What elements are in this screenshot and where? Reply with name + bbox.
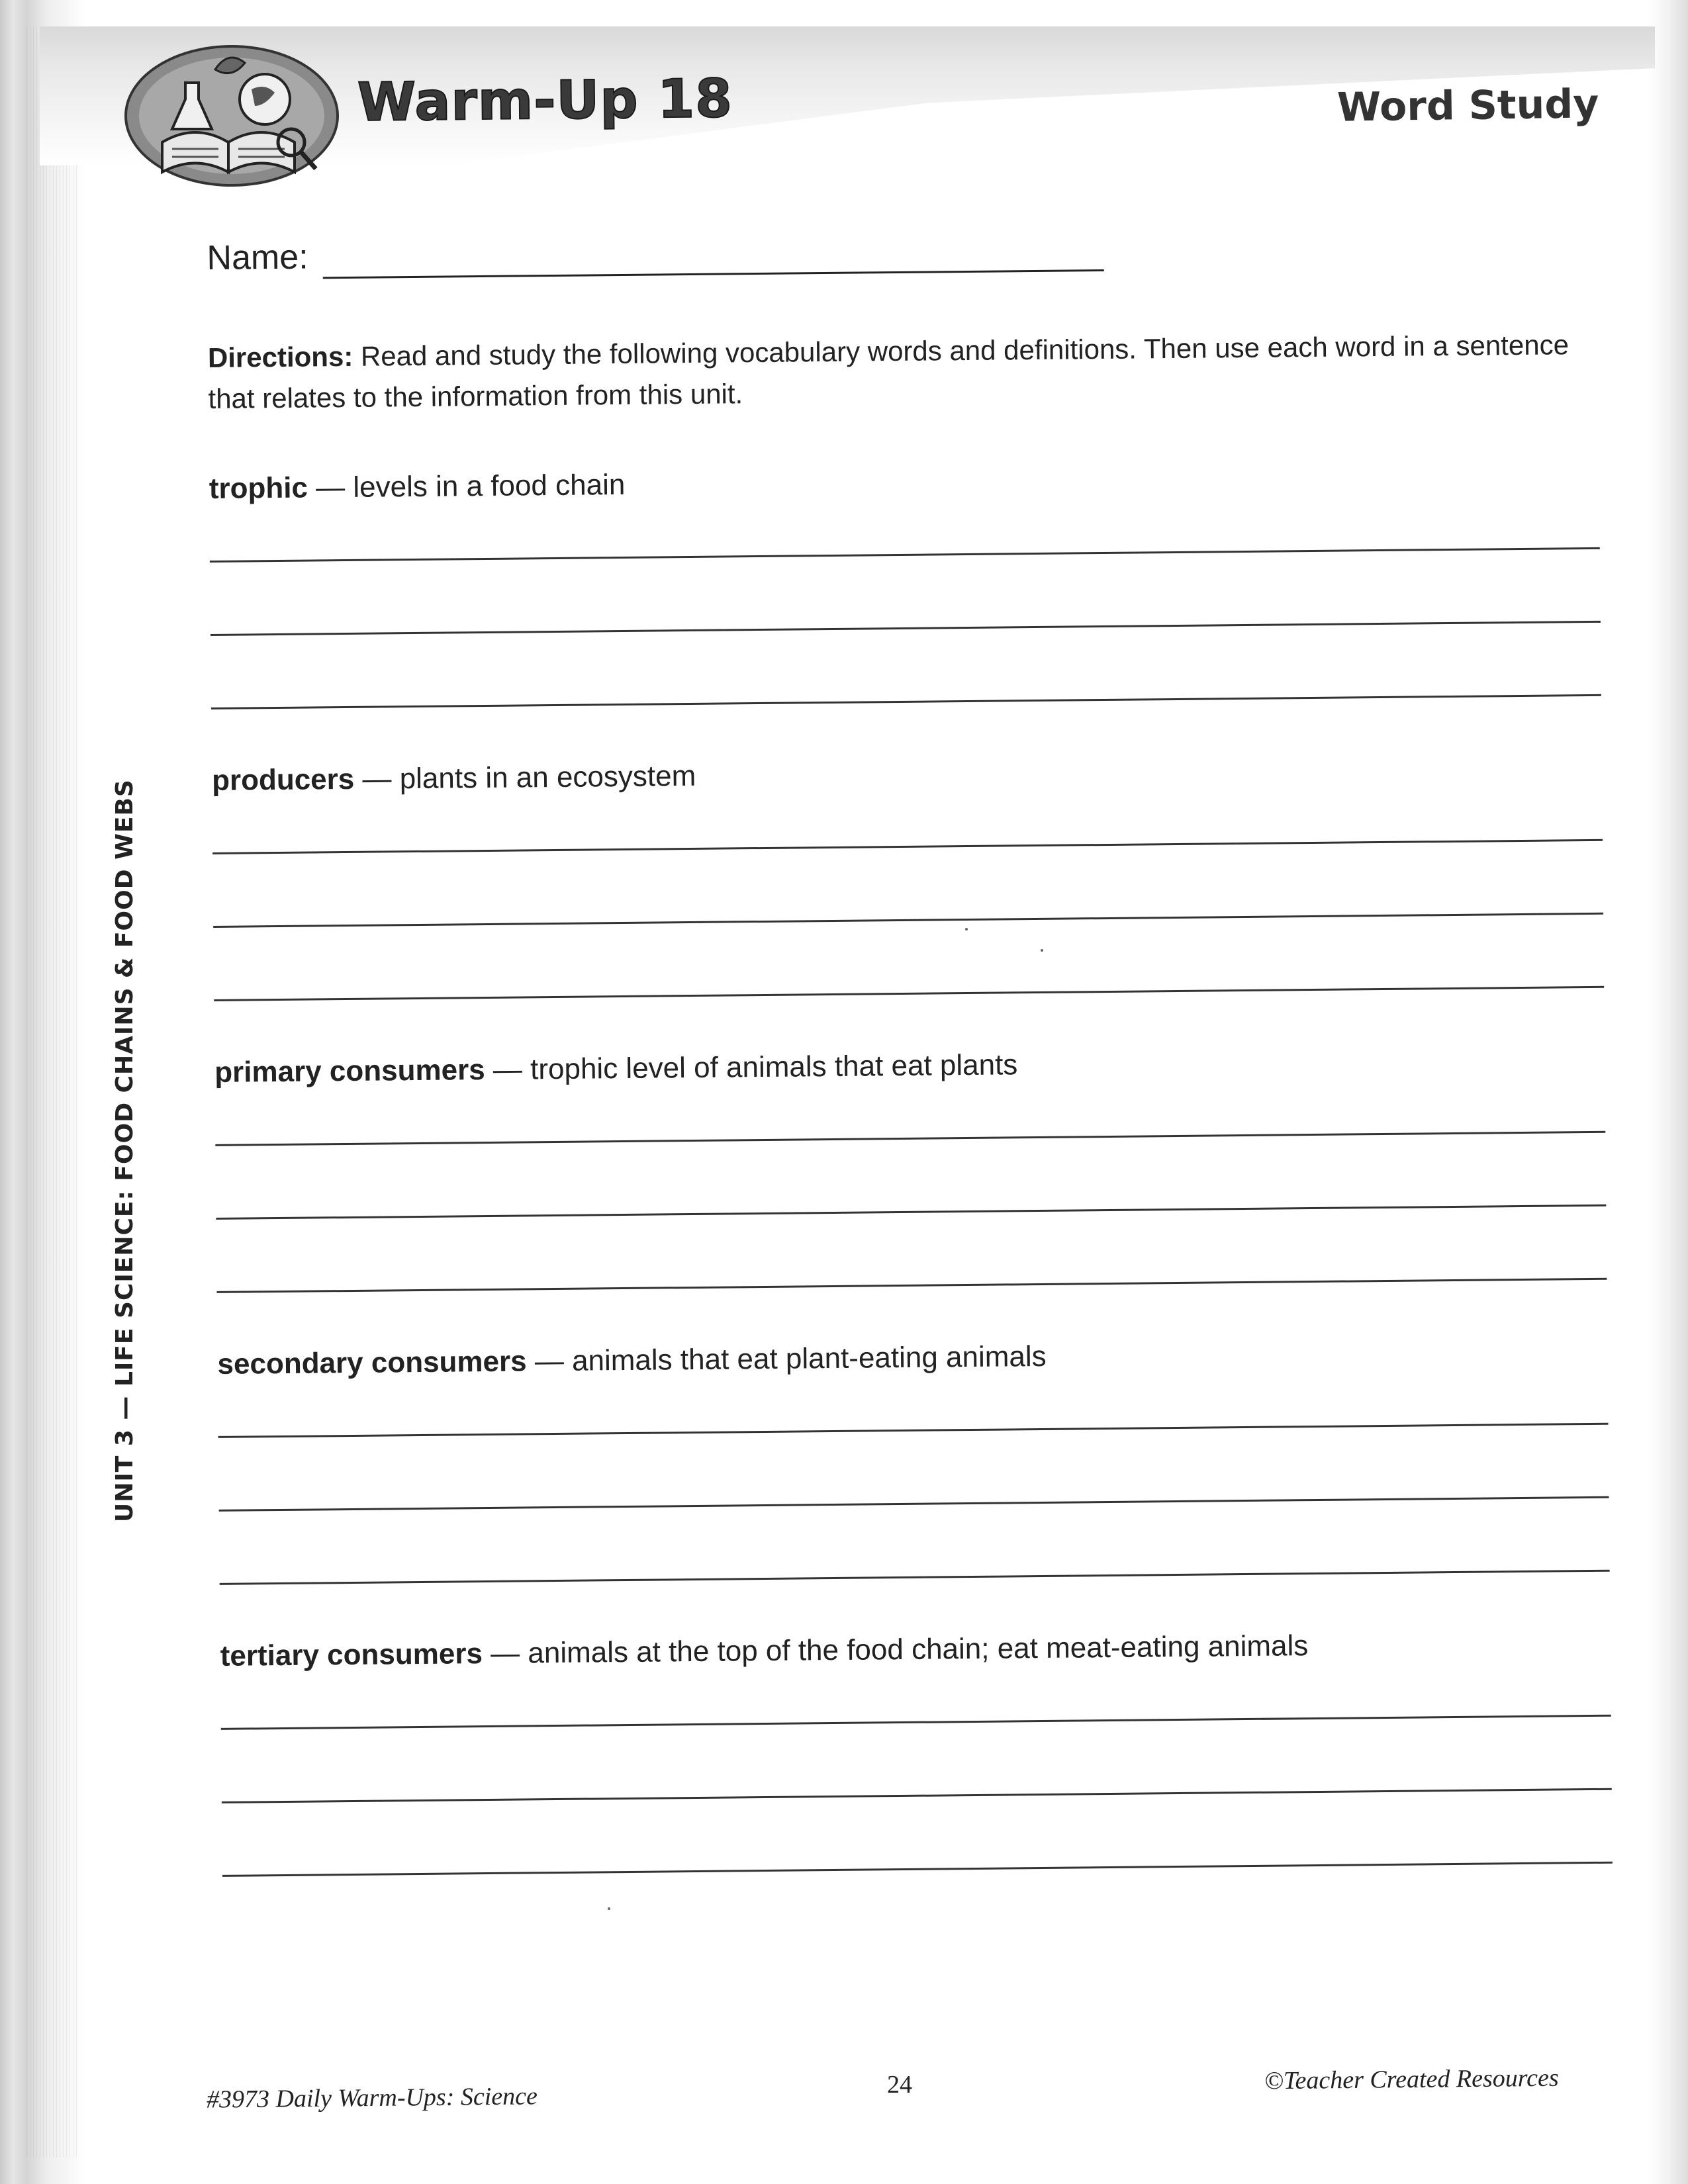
binding-scan-lines xyxy=(26,26,79,2158)
answer-line[interactable] xyxy=(211,623,1601,709)
worksheet-content xyxy=(207,212,1619,1877)
footer-book-title: #3973 Daily Warm-Ups: Science xyxy=(206,2082,538,2114)
directions-text: Read and study the following vocabulary words and definitions. Then use each word in a sentence that relates to the information from this unit. xyxy=(208,329,1570,414)
unit-side-label: UNIT 3 — LIFE SCIENCE: FOOD CHAINS & FOOD WEBS xyxy=(111,779,138,1522)
answer-line[interactable] xyxy=(222,1790,1613,1877)
footer-copyright: ©Teacher Created Resources xyxy=(1264,2064,1559,2095)
directions xyxy=(208,324,1572,420)
answer-line[interactable] xyxy=(219,1498,1610,1585)
section-title: Word Study xyxy=(1336,81,1599,131)
term-word: trophic xyxy=(209,471,308,505)
answer-line[interactable] xyxy=(218,1425,1609,1512)
term-word: secondary consumers xyxy=(217,1345,527,1381)
name-row xyxy=(207,212,1604,291)
scan-speck xyxy=(608,1907,610,1910)
answer-line[interactable] xyxy=(221,1717,1612,1803)
term-block-trophic xyxy=(209,456,1608,709)
science-book-icon xyxy=(122,43,341,189)
answer-line[interactable] xyxy=(216,1206,1607,1293)
scan-speck xyxy=(965,928,968,931)
warmup-title: Warm-Up 18 xyxy=(357,68,733,133)
term-word: producers xyxy=(211,762,355,797)
term-definition: — plants in an ecosystem xyxy=(362,759,696,796)
scan-speck xyxy=(1041,949,1043,952)
term-block-producers xyxy=(212,748,1611,1001)
name-label: Name: xyxy=(207,238,308,277)
term-definition: — animals at the top of the food chain; eat meat-eating animals xyxy=(490,1629,1309,1670)
answer-line[interactable] xyxy=(213,915,1604,1001)
name-input-line[interactable] xyxy=(323,269,1104,279)
directions-lead: Directions: xyxy=(207,340,353,373)
page-number: 24 xyxy=(887,2071,912,2099)
term-word: tertiary consumers xyxy=(220,1637,483,1672)
page-right-edge xyxy=(1648,0,1688,2184)
term-definition: — levels in a food chain xyxy=(315,468,626,504)
answer-line[interactable] xyxy=(210,549,1601,636)
term-block-tertiary-consumers xyxy=(220,1623,1618,1877)
term-word: primary consumers xyxy=(214,1054,485,1089)
term-block-primary-consumers xyxy=(214,1040,1613,1293)
term-block-secondary-consumers xyxy=(217,1332,1616,1585)
answer-line[interactable] xyxy=(215,1133,1606,1220)
term-definition: — trophic level of animals that eat plants xyxy=(492,1048,1018,1086)
answer-line[interactable] xyxy=(212,841,1603,928)
term-definition: — animals that eat plant-eating animals xyxy=(534,1340,1047,1378)
